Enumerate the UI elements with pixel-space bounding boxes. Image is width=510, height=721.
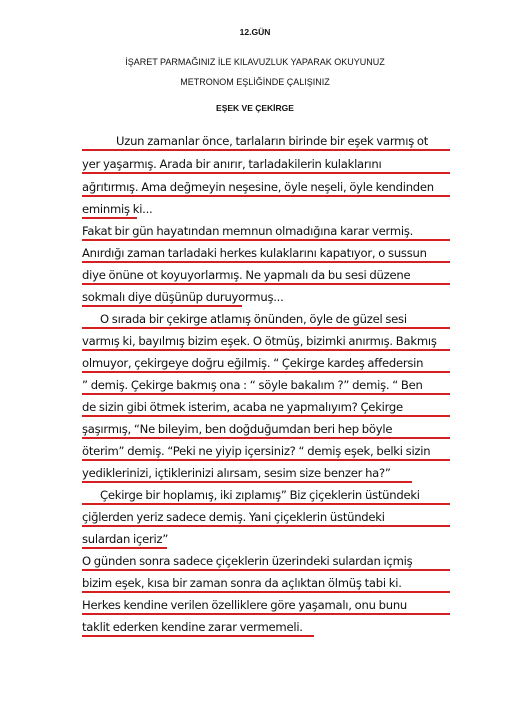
story-line: O günden sonra sadece çiçeklerin üzerindeki sulardan içmiş bbox=[82, 554, 450, 571]
story-line: O sırada bir çekirge atlamış önünden, öyle de güzel sesi bbox=[82, 312, 450, 329]
story-line: bizim eşek, kısa bir zaman sonra da açlıktan ölmüş tabi ki. bbox=[82, 576, 450, 593]
instruction-line-1: İŞARET PARMAĞINIZ İLE KILAVUZLUK YAPARAK OKUYUNUZ bbox=[125, 57, 385, 67]
story-line: eminmiş ki... bbox=[82, 202, 137, 219]
story-line: varmış ki, bayılmış bizim eşek. O ötmüş, bizimki anırmış. Bakmış bbox=[82, 334, 450, 351]
instruction-line-2: METRONOM EŞLİĞİNDE ÇALIŞINIZ bbox=[180, 77, 330, 87]
story-line: çiğlerden yeriz sadece demiş. Yani çiçeklerin üstündeki bbox=[82, 510, 450, 527]
story-line: sulardan içeriz” bbox=[82, 532, 167, 549]
story-line: taklit ederken kendine zarar vermemeli. bbox=[82, 620, 314, 637]
day-label: 12.GÜN bbox=[239, 27, 271, 37]
story-line: Anırdığı zaman tarladaki herkes kulaklarını kapatıyor, o sussun bbox=[82, 246, 450, 263]
story-line: ” demiş. Çekirge bakmış ona : “ söyle bakalım ?” demiş. “ Ben bbox=[82, 378, 450, 395]
story-line: Çekirge bir hoplamış, iki zıplamış” Biz çiçeklerin üstündeki bbox=[82, 488, 450, 505]
story-line: öterim” demiş. “Peki ne yiyip içersiniz? “ demiş eşek, belki sizin bbox=[82, 444, 450, 461]
story-line: de sizin gibi ötmek isterim, acaba ne yapmalıyım? Çekirge bbox=[82, 400, 450, 417]
story-line: yediklerinizi, içtiklerinizi alırsam, sesim size benzer ha?” bbox=[82, 466, 412, 483]
story-line: sokmalı diye düşünüp duruyormuş... bbox=[82, 290, 242, 307]
story-line: ağrıtırmış. Ama değmeyin neşesine, öyle neşeli, öyle kendinden bbox=[82, 180, 450, 197]
story-title: EŞEK VE ÇEKİRGE bbox=[216, 103, 294, 113]
story-line: diye önüne ot koyuyorlarmış. Ne yapmalı da bu sesi düzene bbox=[82, 268, 450, 285]
story-line: Herkes kendine verilen özelliklere göre yaşamalı, onu bunu bbox=[82, 598, 450, 615]
story-line: Fakat bir gün hayatından memnun olmadığına karar vermiş. bbox=[82, 224, 450, 241]
story-line: şaşırmış, “Ne bileyim, ben doğduğumdan beri hep böyle bbox=[82, 422, 450, 439]
story-line: olmuyor, çekirgeye doğru eğilmiş. “ Çekirge kardeş affedersin bbox=[82, 356, 450, 373]
story-line: Uzun zamanlar önce, tarlaların birinde bir eşek varmış ot bbox=[82, 134, 450, 151]
story-line: yer yaşarmış. Arada bir anırır, tarladakilerin kulaklarını bbox=[82, 157, 450, 174]
